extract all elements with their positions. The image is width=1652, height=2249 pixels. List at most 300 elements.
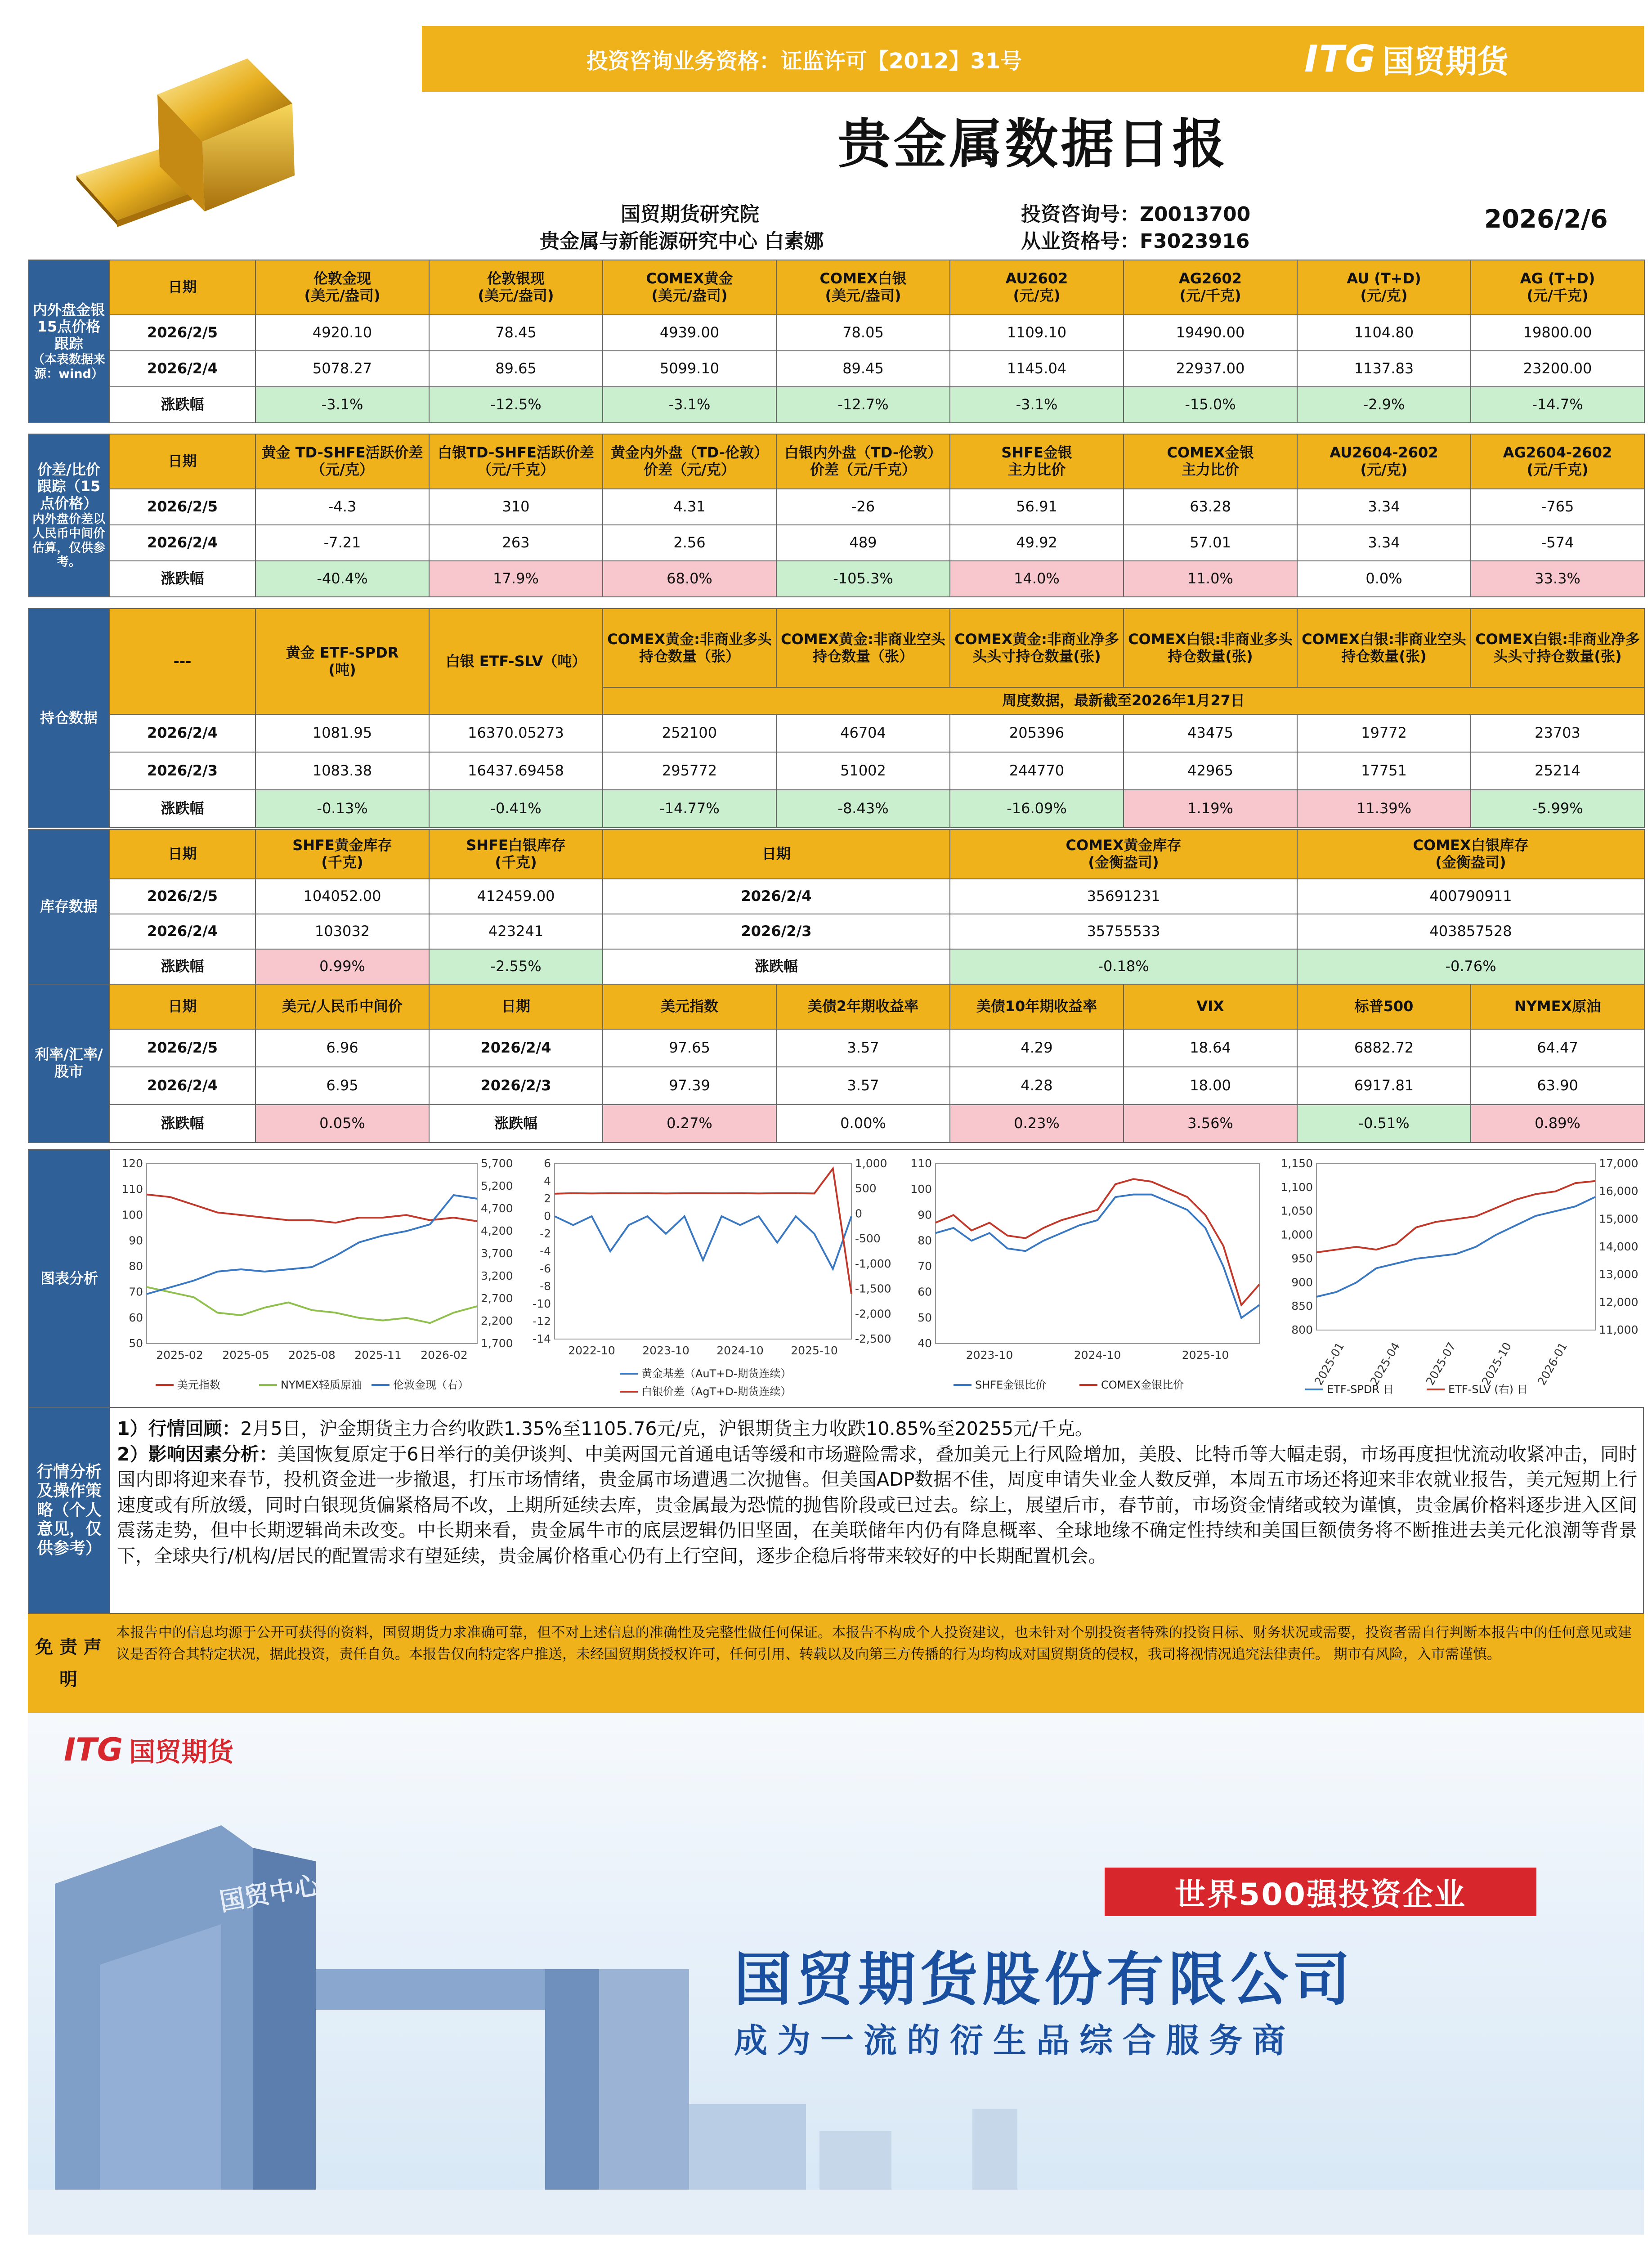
y-tick-right: 16,000	[1599, 1184, 1639, 1198]
legend-label: COMEX金银比价	[1101, 1379, 1184, 1391]
data-cell: 2026/2/4	[109, 714, 255, 752]
data-cell: 63.90	[1471, 1067, 1644, 1105]
y-tick-right: 1,700	[481, 1337, 513, 1350]
x-tick: 2023-10	[966, 1349, 1013, 1362]
header-cell: COMEX白银库存 (金衡盎司)	[1297, 829, 1644, 879]
x-tick: 2022-10	[568, 1344, 615, 1357]
y-tick-left: 100	[121, 1208, 143, 1222]
data-cell: 3.34	[1297, 489, 1471, 525]
review-label: 1）行情回顾：	[117, 1418, 241, 1439]
x-tick: 2025-04	[1367, 1340, 1403, 1388]
data-cell: 1104.80	[1297, 315, 1471, 351]
data-cell: 17751	[1297, 752, 1471, 790]
header-cell: 黄金内外盘（TD-伦敦）价差（元/克）	[603, 434, 776, 489]
y-tick-left: 60	[918, 1285, 932, 1299]
data-cell: 4.31	[603, 489, 776, 525]
data-cell: 295772	[603, 752, 776, 790]
data-cell: 403857528	[1297, 914, 1644, 949]
change-cell: 0.05%	[255, 1105, 429, 1142]
header-cell: AU2604-2602 (元/克)	[1297, 434, 1471, 489]
data-cell: 2026/2/5	[109, 1029, 255, 1067]
data-cell: 97.65	[603, 1029, 776, 1067]
y-tick-right: 2,700	[481, 1292, 513, 1305]
chart-svg	[900, 1150, 1273, 1407]
legend-label: 伦敦金现（右）	[393, 1379, 469, 1391]
y-tick-left: 100	[910, 1183, 932, 1196]
header-cell: COMEX黄金:非商业多头持仓数量（张）	[603, 609, 776, 687]
header-cell: AU (T+D) (元/克)	[1297, 260, 1471, 315]
company-name: 国贸期货股份有限公司	[734, 1946, 1355, 2013]
y-tick-left: 110	[121, 1183, 143, 1196]
svg-text:国贸中心: 国贸中心	[217, 1870, 322, 1917]
data-cell: -26	[776, 489, 950, 525]
chart-gold-silver-ratio	[900, 1150, 1273, 1407]
data-cell: 6917.81	[1297, 1067, 1471, 1105]
data-cell: 2026/2/5	[109, 489, 255, 525]
header-cell: COMEX白银 (美元/盎司)	[776, 260, 950, 315]
y-tick-left: 120	[121, 1157, 143, 1170]
header-cell: SHFE白银库存 (千克)	[429, 829, 603, 879]
header-cell: ---	[109, 609, 255, 714]
change-cell: 涨跌幅	[109, 1105, 255, 1142]
series-line	[936, 1195, 1259, 1318]
y-tick-left: 80	[129, 1259, 143, 1273]
x-tick: 2025-10	[1479, 1340, 1514, 1388]
change-cell: 0.99%	[255, 949, 429, 984]
y-tick-left: 90	[129, 1234, 143, 1247]
data-cell: 18.00	[1124, 1067, 1297, 1105]
data-cell: 104052.00	[255, 879, 429, 914]
data-cell: 2026/2/3	[603, 914, 950, 949]
position-table	[28, 608, 1645, 828]
fortune500-tag: 世界500强投资企业	[1105, 1868, 1536, 1916]
brand-logo	[1304, 26, 1619, 92]
chart-svg	[521, 1150, 899, 1407]
gold-bar-logo	[67, 40, 319, 229]
change-cell: -0.13%	[255, 790, 429, 828]
data-cell: 5099.10	[603, 351, 776, 387]
data-cell: 1081.95	[255, 714, 429, 752]
y-tick-right: 15,000	[1599, 1212, 1639, 1226]
data-cell: 1145.04	[950, 351, 1124, 387]
y-tick-right: 1,000	[855, 1157, 887, 1170]
rates-table	[28, 984, 1645, 1143]
analysis-section	[28, 1407, 1644, 1614]
change-cell: -2.9%	[1297, 387, 1471, 423]
change-cell: -0.76%	[1297, 949, 1644, 984]
license-text: 投资咨询业务资格：证监许可【2012】31号	[586, 48, 1022, 74]
side-title: 利率/汇率/股市	[35, 1046, 103, 1080]
header-cell: SHFE黄金库存 (千克)	[255, 829, 429, 879]
data-cell: 19490.00	[1124, 315, 1297, 351]
x-tick: 2025-05	[222, 1349, 269, 1362]
y-tick-left: -6	[540, 1262, 551, 1275]
change-cell: 33.3%	[1471, 561, 1644, 597]
data-cell: 89.65	[429, 351, 603, 387]
y-tick-right: 0	[855, 1207, 862, 1220]
data-cell: 2026/2/5	[109, 879, 255, 914]
header-cell: 美债10年期收益率	[950, 984, 1124, 1029]
data-cell: 2026/2/3	[109, 752, 255, 790]
change-cell: -12.5%	[429, 387, 603, 423]
header-cell: 黄金 TD-SHFE活跃价差（元/克）	[255, 434, 429, 489]
side-note: （本表数据来源：wind）	[32, 352, 105, 381]
y-tick-left: 110	[910, 1157, 932, 1170]
data-cell: 2026/2/4	[429, 1029, 603, 1067]
disclaimer-title: 免 责 声 明	[35, 1637, 102, 1690]
header-cell: COMEX白银:非商业多头持仓数量(张)	[1124, 609, 1297, 687]
y-tick-left: 70	[918, 1259, 932, 1273]
data-cell: 57.01	[1124, 525, 1297, 561]
series-line	[147, 1195, 477, 1294]
data-cell: -7.21	[255, 525, 429, 561]
data-cell: 97.39	[603, 1067, 776, 1105]
practice-no: 从业资格号：F3023916	[1021, 230, 1250, 253]
data-cell: 4920.10	[255, 315, 429, 351]
header-cell: COMEX黄金 (美元/盎司)	[603, 260, 776, 315]
y-tick-right: -1,000	[855, 1257, 891, 1270]
data-cell: 4.28	[950, 1067, 1124, 1105]
data-cell: 1083.38	[255, 752, 429, 790]
data-cell: 16370.05273	[429, 714, 603, 752]
side-note: 内外盘价差以人民币中间价估算，仅供参考。	[32, 512, 105, 569]
data-cell: 2026/2/4	[603, 879, 950, 914]
data-cell: 2026/2/4	[109, 525, 255, 561]
data-cell: 263	[429, 525, 603, 561]
y-tick-right: 17,000	[1599, 1157, 1639, 1170]
y-tick-left: -12	[533, 1315, 551, 1328]
factors-text: 美国恢复原定于6日举行的美伊谈判、中美两国元首通电话等缓和市场避险需求，叠加美元上行风险增加，美股、比特币等大幅走弱，市场再度担忧流动收紧冲击，同时国内即将迎来春节，投机资金进一步撤退，打压市场情绪，贵金属市场遭遇二次抛售。但美国ADP数据不佳，周度申请失业金人数反弹，本周五市场还将迎来非农就业报告，美元短期上行速度或有所放缓，同时白银现货偏紧格局不改，上期所延续去库，贵金属最为恐慌的抛售阶段或已过去。综上，展望后市，春节前，市场资金情绪或较为谨慎，贵金属价格料逐步进入区间震荡走势，但中长期逻辑尚未改变。中长期来看，贵金属牛市的底层逻辑仍旧坚固，在美联储年内仍有降息概率、全球地缘不确定性持续和美国巨额债务将不断推进去美元化浪潮等背景下，全球央行/机构/居民的配置需求有望延续，贵金属价格重心仍有上行空间，逐步企稳后将带来较好的中长期配置机会。	[117, 1443, 1638, 1567]
data-cell: -765	[1471, 489, 1644, 525]
y-tick-left: 4	[544, 1174, 551, 1187]
y-tick-left: 80	[918, 1234, 932, 1247]
data-cell: 412459.00	[429, 879, 603, 914]
y-tick-right: 3,200	[481, 1269, 513, 1282]
data-cell: 2026/2/4	[109, 351, 255, 387]
data-cell: 49.92	[950, 525, 1124, 561]
x-tick: 2025-01	[1312, 1340, 1347, 1388]
legend-label: SHFE金银比价	[975, 1379, 1047, 1391]
header-cell: COMEX黄金:非商业净多头头寸持仓数量(张)	[950, 609, 1124, 687]
header-cell: COMEX金银 主力比价	[1124, 434, 1297, 489]
review-text: 2月5日，沪金期货主力合约收跌1.35%至1105.76元/克，沪银期货主力收跌10.85%至20255元/千克。	[240, 1418, 1093, 1439]
chart-dollar-oil-gold	[111, 1150, 520, 1407]
data-cell: 22937.00	[1124, 351, 1297, 387]
data-cell: 6.96	[255, 1029, 429, 1067]
header-cell: VIX	[1124, 984, 1297, 1029]
header-cell: AG2602 (元/千克)	[1124, 260, 1297, 315]
x-tick: 2025-10	[791, 1344, 838, 1357]
data-cell: 25214	[1471, 752, 1644, 790]
change-cell: 11.0%	[1124, 561, 1297, 597]
x-tick: 2026-01	[1535, 1340, 1570, 1388]
data-cell: 35755533	[950, 914, 1297, 949]
chart-svg	[1274, 1150, 1645, 1407]
data-cell: 1109.10	[950, 315, 1124, 351]
data-cell: 244770	[950, 752, 1124, 790]
change-cell: 0.27%	[603, 1105, 776, 1142]
y-tick-left: 50	[918, 1311, 932, 1324]
data-cell: -4.3	[255, 489, 429, 525]
banner-brand-cn: 国贸期货	[129, 1737, 234, 1767]
data-cell: 19772	[1297, 714, 1471, 752]
data-cell: 103032	[255, 914, 429, 949]
change-cell: 0.0%	[1297, 561, 1471, 597]
y-tick-right: -2,500	[855, 1332, 891, 1345]
y-tick-left: -8	[540, 1280, 551, 1293]
data-cell: 42965	[1124, 752, 1297, 790]
header-cell: 日期	[109, 260, 255, 315]
y-tick-left: 40	[918, 1337, 932, 1350]
data-cell: -574	[1471, 525, 1644, 561]
institute: 国贸期货研究院	[621, 203, 759, 226]
data-cell: 2026/2/4	[109, 1067, 255, 1105]
plot-frame	[147, 1164, 477, 1344]
change-cell: -8.43%	[776, 790, 950, 828]
header-cell: 日期	[109, 984, 255, 1029]
data-cell: 310	[429, 489, 603, 525]
data-cell: 23200.00	[1471, 351, 1644, 387]
x-tick: 2024-10	[1074, 1349, 1121, 1362]
y-tick-left: 60	[129, 1311, 143, 1324]
y-tick-left: 900	[1291, 1276, 1313, 1289]
section-side-price	[28, 260, 109, 423]
y-tick-right: 5,200	[481, 1179, 513, 1192]
data-cell: 2026/2/5	[109, 315, 255, 351]
header-cell: SHFE金银 主力比价	[950, 434, 1124, 489]
data-cell: 16437.69458	[429, 752, 603, 790]
x-tick: 2024-10	[716, 1344, 764, 1357]
y-tick-right: 13,000	[1599, 1268, 1639, 1281]
data-cell: 423241	[429, 914, 603, 949]
consult-no: 投资咨询号：Z0013700	[1021, 203, 1251, 226]
header-cell: 标普500	[1297, 984, 1471, 1029]
change-cell: 涨跌幅	[109, 790, 255, 828]
legend-label: ETF-SLV (右) 日	[1448, 1383, 1528, 1396]
header-cell: AU2602 (元/克)	[950, 260, 1124, 315]
y-tick-right: -2,000	[855, 1307, 891, 1321]
weekly-note: 周度数据，最新截至2026年1月27日	[603, 687, 1644, 714]
data-cell: 78.45	[429, 315, 603, 351]
y-tick-right: 14,000	[1599, 1240, 1639, 1253]
section-side-position	[28, 609, 109, 828]
data-cell: 35691231	[950, 879, 1297, 914]
header-cell: COMEX黄金:非商业空头持仓数量（张）	[776, 609, 950, 687]
y-tick-left: -2	[540, 1227, 551, 1240]
y-tick-right: -500	[855, 1232, 881, 1245]
y-tick-left: 800	[1291, 1323, 1313, 1336]
chart-basis-spread	[521, 1150, 899, 1407]
factors-label: 2）影响因素分析：	[117, 1443, 278, 1465]
change-cell: 涨跌幅	[109, 387, 255, 423]
change-cell: 1.19%	[1124, 790, 1297, 828]
brand-itg: ITG	[1304, 37, 1376, 81]
data-cell: 78.05	[776, 315, 950, 351]
charts-side-title: 图表分析	[29, 1150, 110, 1407]
y-tick-left: 0	[544, 1210, 551, 1223]
header-cell: 白银内外盘（TD-伦敦）价差（元/千克）	[776, 434, 950, 489]
side-title: 内外盘金银15点价格跟踪	[32, 301, 105, 353]
change-cell: 涨跌幅	[429, 1105, 603, 1142]
header-cell: 日期	[109, 829, 255, 879]
header-cell: 白银 ETF-SLV（吨）	[429, 609, 603, 714]
chart-etf-holdings	[1274, 1150, 1645, 1407]
report-date: 2026/2/6	[1484, 205, 1608, 234]
change-cell: 17.9%	[429, 561, 603, 597]
header-cell: 日期	[109, 434, 255, 489]
header-cell: 日期	[429, 984, 603, 1029]
side-title: 库存数据	[40, 898, 98, 915]
charts-panel	[28, 1149, 1644, 1408]
charts-side	[29, 1150, 110, 1407]
chart-svg	[111, 1150, 520, 1407]
header-cell: COMEX白银:非商业净多头头寸持仓数量(张)	[1471, 609, 1644, 687]
y-tick-right: 12,000	[1599, 1295, 1639, 1309]
y-tick-left: 2	[544, 1192, 551, 1205]
data-cell: 6882.72	[1297, 1029, 1471, 1067]
disclaimer-text: 本报告中的信息均源于公开可获得的资料，国贸期货力求准确可靠，但不对上述信息的准确性及完整性做任何保证。本报告不构成个人投资建议，也未针对个别投资者特殊的投资目标、财务状况或需要，投资者需自行判断本报告中的任何意见或建议是否符合其特定状况，据此投资，责任自负。本报告仅向特定客户推送，未经国贸期货授权许可，任何引用、转载以及向第三方传播的行为均构成对国贸期货的侵权，我司将视情况追究法律责任。 期市有风险，入市需谨慎。	[116, 1625, 1632, 1663]
banner-brand	[64, 1731, 233, 1769]
change-cell: 涨跌幅	[109, 949, 255, 984]
analysis-side-title: 行情分析及操作策略（个人意见，仅供参考）	[29, 1408, 110, 1613]
series-line	[936, 1179, 1259, 1305]
header-cell: 美元指数	[603, 984, 776, 1029]
y-tick-left: 90	[918, 1208, 932, 1222]
section-side-spread	[28, 434, 109, 597]
legend-label: 黄金基差（AuT+D-期货连续）	[641, 1367, 792, 1380]
x-tick: 2026-02	[421, 1349, 468, 1362]
change-cell: -16.09%	[950, 790, 1124, 828]
banner-itg: ITG	[64, 1731, 123, 1768]
data-cell: 89.45	[776, 351, 950, 387]
change-cell: 涨跌幅	[109, 561, 255, 597]
data-cell: 64.47	[1471, 1029, 1644, 1067]
side-title: 持仓数据	[40, 709, 98, 726]
data-cell: 46704	[776, 714, 950, 752]
y-tick-left: -14	[533, 1332, 551, 1345]
data-cell: 6.95	[255, 1067, 429, 1105]
data-cell: 2026/2/3	[429, 1067, 603, 1105]
data-cell: 205396	[950, 714, 1124, 752]
inventory-table	[28, 829, 1645, 985]
header-cell: 伦敦金现 (美元/盎司)	[255, 260, 429, 315]
change-cell: -0.51%	[1297, 1105, 1471, 1142]
y-tick-left: 850	[1291, 1299, 1313, 1313]
report-title: 贵金属数据日报	[837, 113, 1228, 175]
plot-frame	[555, 1164, 851, 1339]
series-line	[147, 1287, 477, 1323]
header-cell: 美债2年期收益率	[776, 984, 950, 1029]
data-cell: 19800.00	[1471, 315, 1644, 351]
y-tick-right: 11,000	[1599, 1323, 1639, 1336]
change-cell: -14.77%	[603, 790, 776, 828]
y-tick-left: 1,000	[1280, 1228, 1313, 1241]
change-cell: 0.23%	[950, 1105, 1124, 1142]
data-cell: 43475	[1124, 714, 1297, 752]
company-banner	[28, 1713, 1644, 2235]
y-tick-right: 3,700	[481, 1247, 513, 1260]
disclaimer-section	[28, 1614, 1644, 1713]
change-cell: 3.56%	[1124, 1105, 1297, 1142]
side-title: 价差/比价跟踪（15点价格）	[37, 461, 101, 512]
spread-table	[28, 434, 1645, 597]
data-cell: 252100	[603, 714, 776, 752]
y-tick-right: 500	[855, 1182, 877, 1195]
data-cell: 400790911	[1297, 879, 1644, 914]
header-cell: AG2604-2602 (元/千克)	[1471, 434, 1644, 489]
header-cell: NYMEX原油	[1471, 984, 1644, 1029]
header-cell: COMEX白银:非商业空头持仓数量(张)	[1297, 609, 1471, 687]
y-tick-left: 50	[129, 1337, 143, 1350]
data-cell: 3.57	[776, 1029, 950, 1067]
x-tick: 2025-11	[354, 1349, 402, 1362]
y-tick-right: 4,200	[481, 1224, 513, 1237]
research-center: 贵金属与新能源研究中心 白素娜	[540, 230, 824, 253]
change-cell: -0.41%	[429, 790, 603, 828]
series-line	[555, 1216, 851, 1269]
header-cell: 美元/人民币中间价	[255, 984, 429, 1029]
series-line	[147, 1195, 477, 1223]
header-cell: 白银TD-SHFE活跃价差（元/千克）	[429, 434, 603, 489]
y-tick-left: 70	[129, 1285, 143, 1299]
change-cell: 涨跌幅	[603, 949, 950, 984]
data-cell: 63.28	[1124, 489, 1297, 525]
y-tick-left: 1,150	[1280, 1157, 1313, 1170]
data-cell: 5078.27	[255, 351, 429, 387]
data-cell: 3.34	[1297, 525, 1471, 561]
y-tick-right: -1,500	[855, 1282, 891, 1295]
change-cell: -12.7%	[776, 387, 950, 423]
legend-label: ETF-SPDR 日	[1327, 1383, 1394, 1396]
section-side-inventory	[28, 829, 109, 984]
analysis-text	[117, 1416, 1637, 1568]
y-tick-right: 4,700	[481, 1202, 513, 1215]
change-cell: -40.4%	[255, 561, 429, 597]
change-cell: 68.0%	[603, 561, 776, 597]
header-cell: 伦敦银现 (美元/盎司)	[429, 260, 603, 315]
change-cell: -15.0%	[1124, 387, 1297, 423]
x-tick: 2025-10	[1182, 1349, 1229, 1362]
plot-frame	[936, 1164, 1259, 1344]
change-cell: -14.7%	[1471, 387, 1644, 423]
data-cell: 4.29	[950, 1029, 1124, 1067]
x-tick: 2025-02	[156, 1349, 203, 1362]
y-tick-left: 1,050	[1280, 1204, 1313, 1218]
y-tick-right: 2,200	[481, 1314, 513, 1327]
change-cell: -3.1%	[255, 387, 429, 423]
x-tick: 2023-10	[642, 1344, 689, 1357]
change-cell: -3.1%	[603, 387, 776, 423]
change-cell: -105.3%	[776, 561, 950, 597]
change-cell: 11.39%	[1297, 790, 1471, 828]
x-tick: 2025-08	[288, 1349, 336, 1362]
y-tick-left: -10	[533, 1297, 551, 1310]
x-tick: 2025-07	[1423, 1340, 1459, 1388]
change-cell: -3.1%	[950, 387, 1124, 423]
legend-label: 白银价差（AgT+D-期货连续）	[641, 1385, 792, 1398]
legend-label: 美元指数	[177, 1379, 220, 1391]
change-cell: -5.99%	[1471, 790, 1644, 828]
header-cell: 日期	[603, 829, 950, 879]
change-cell: -2.55%	[429, 949, 603, 984]
data-cell: 2.56	[603, 525, 776, 561]
change-cell: 0.00%	[776, 1105, 950, 1142]
change-cell: 14.0%	[950, 561, 1124, 597]
data-cell: 4939.00	[603, 315, 776, 351]
data-cell: 51002	[776, 752, 950, 790]
data-cell: 3.57	[776, 1067, 950, 1105]
data-cell: 2026/2/4	[109, 914, 255, 949]
